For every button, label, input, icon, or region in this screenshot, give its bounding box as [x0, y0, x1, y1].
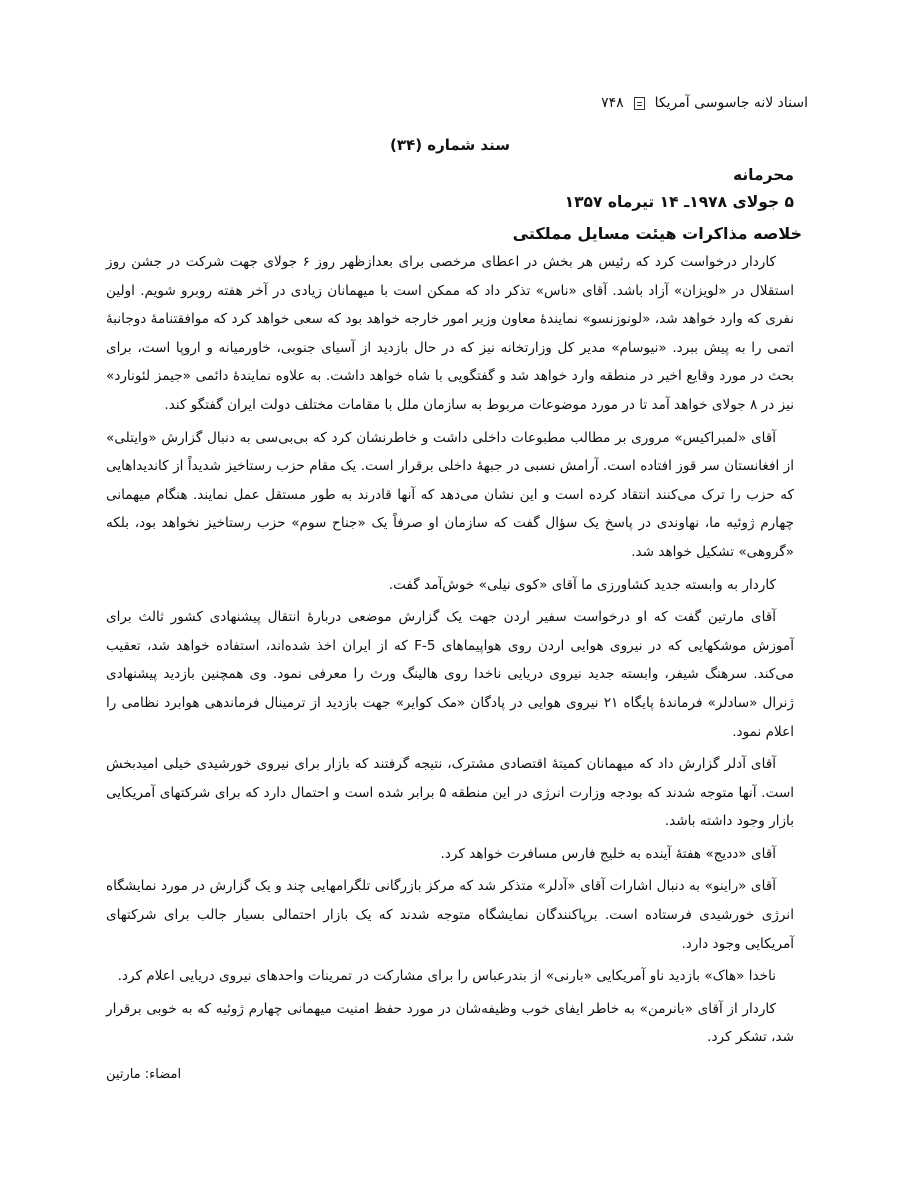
paragraph: آقای «راینو» به دنبال اشارات آقای «آدلر» متذکر شد که مرکز بازرگانی تلگرامهایی چند و یک گزارش در مورد نمایشگاه انرژی خورشیدی فرستاده است. برپاکنندگان نمایشگاه متوجه شدند که یک بازار احتمالی بسیار جالب برای شرکتهای آمریکایی وجود دارد.	[106, 878, 794, 952]
paragraph: آقای مارتین گفت که او درخواست سفیر اردن جهت یک گزارش موضعی دربارهٔ انتقال پیشنهادی کشور ثالث برای آموزش موشکهایی که در نیروی هوایی اردن روی هواپیماهای F-5 که از ایران اخذ شده‌اند، استفاده خواهد شد، تعقیب می‌کند. سرهنگ شیفر، وابسته جدید نیروی دریایی ناخدا روی هالینگ ورث را معرفی نمود. وی همچنین بازدید پیشنهادی ژنرال «سادلر» فرماندهٔ پایگاه ۲۱ نیروی هوایی در پادگان «مک کوایر» جهت بازدید از ترمینال فرماندهی هوابرد نظامی را اعلام نمود.	[106, 609, 795, 740]
paragraph: آقای «ددیج» هفتهٔ آینده به خلیج فارس مسافرت خواهد کرد.	[440, 845, 776, 862]
document-number: سند شماره (۳۴)	[390, 136, 510, 154]
classification-label: محرمانه	[732, 166, 794, 184]
paragraph: ناخدا «هاک» بازدید ناو آمریکایی «بارنی» از بندرعباس را برای مشارکت در تمرینات واحدهای نیروی دریایی اعلام کرد.	[117, 968, 776, 985]
running-header	[106, 92, 808, 114]
book-title: اسناد لانه جاسوسی آمریکا	[654, 95, 808, 111]
document-date: ۵ جولای ۱۹۷۸ـ ۱۴ تیرماه ۱۳۵۷	[564, 193, 794, 211]
page-number: ۷۴۸	[601, 95, 624, 111]
paragraph: کاردار درخواست کرد که رئیس هر بخش در اعطای مرخصی برای بعدازظهر روز ۶ جولای جهت شرکت در جشن روز استقلال در «لویزان» آزاد باشد. آقای «ناس» تذکر داد که ممکن است با میهمانان زیادی در آخر هفته روبرو شویم. اولین نفری که وارد خواهد شد، «لونوزنسو» نمایندهٔ معاون وزیر امور خارجه خواهد بود که سعی خواهد کرد که موافقتنامهٔ دوجانبهٔ اتمی را به پیش ببرد. «نیوسام» مدیر کل وزارتخانه نیز که در حال بازدید از آسیای جنوبی، خاورمیانه و اروپا است، برای بحث در مورد وقایع اخیر در منطقه وارد خواهد شد و گفتگویی با شاه خواهد داشت. به علاوه نمایندهٔ دائمی «جیمز لئونارد» نیز در ۸ جولای خواهد آمد تا در مورد موضوعات مربوط به سازمان ملل با مقامات مختلف دولت ایران گفتگو کند.	[106, 254, 794, 413]
paragraph: آقای «لمبراکیس» مروری بر مطالب مطبوعات داخلی داشت و خاطرنشان کرد که بی‌بی‌سی به دنبال گزارش «وایتلی» از افغانستان سر قوز افتاده است. آرامش نسبی در جبههٔ داخلی برقرار است. یک مقام حزب رستاخیز شدیداً از کاندیداهایی که حزب را ترک می‌کنند انتقاد کرده است و این نشان می‌دهد که آنها قادرند به طور مستقل عمل نمایند. هنگام میهمانی چهارم ژوئیه ما، نهاوندی در پاسخ یک سؤال گفت که سازمان او صرفاً یک «جناح سوم» حزب رستاخیز نخواهد بود، بلکه «گروهی» تشکیل خواهد شد.	[106, 429, 794, 560]
signature: امضاء: مارتین	[106, 1067, 182, 1082]
paragraph: کاردار به وابسته جدید کشاورزی ما آقای «کوی نیلی» خوش‌آمد گفت.	[388, 576, 776, 593]
document-icon	[634, 97, 645, 110]
paragraph: آقای آدلر گزارش داد که میهمانان کمیتهٔ اقتصادی مشترک، نتیجه گرفتند که بازار برای نیروی خورشیدی خیلی امیدبخش است. آنها متوجه شدند که بودجه وزارت انرژی در این منطقه ۵ برابر شده است و احتمال دارد که برای شرکتهای آمریکایی بازار وجود داشته باشد.	[106, 756, 795, 830]
paragraph: کاردار از آقای «بانرمن» به خاطر ایفای خوب وظیفه‌شان در مورد حفظ امنیت میهمانی چهارم ژوئیه که به خوبی برقرار شد، تشکر کرد.	[106, 1000, 794, 1046]
document-title: خلاصه مذاکرات هیئت مسایل مملکتی	[512, 224, 802, 243]
document-body	[106, 248, 794, 1052]
